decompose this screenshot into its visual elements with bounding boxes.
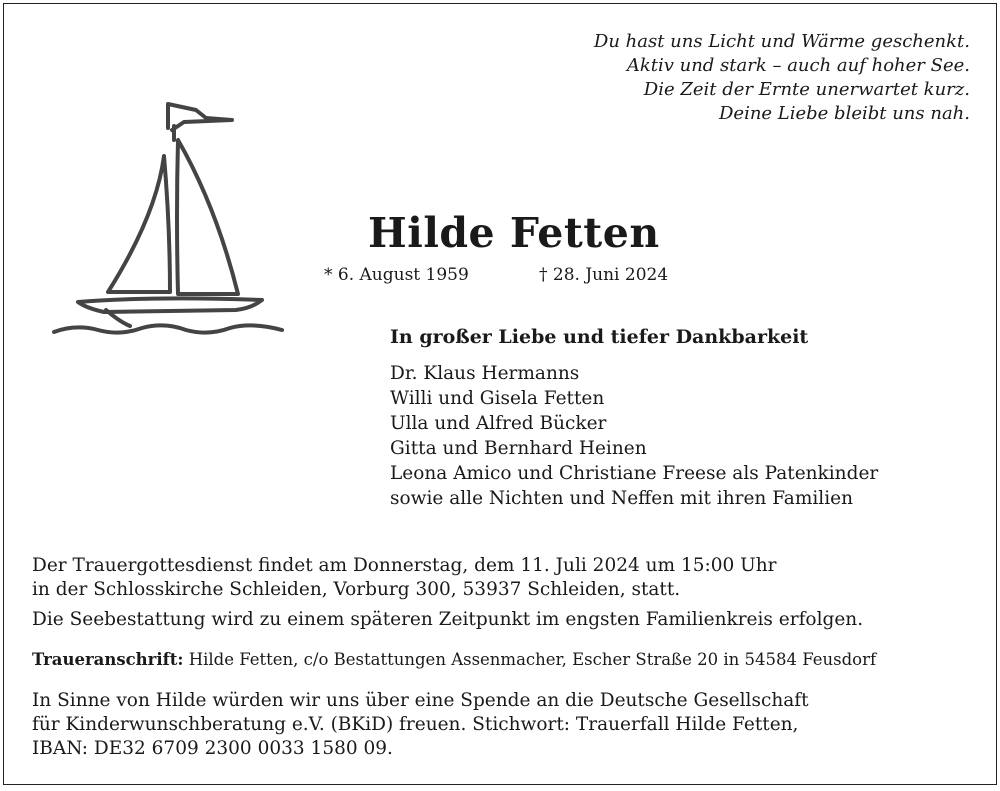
donation-line: In Sinne von Hilde würden wir uns über eine Spende an die Deutsche Gesellschaft: [32, 690, 809, 711]
poem-line: Aktiv und stark – auch auf hoher See.: [626, 55, 970, 76]
funeral-service-info: [32, 554, 777, 602]
mourner-item: sowie alle Nichten und Neffen mit ihren Familien: [390, 488, 853, 509]
service-line: Der Trauergottesdienst findet am Donnerstag, dem 11. Juli 2024 um 15:00 Uhr: [32, 555, 777, 576]
mourning-address: [32, 649, 876, 671]
poem-line: Deine Liebe bleibt uns nah.: [718, 103, 970, 124]
mourner-item: Dr. Klaus Hermanns: [390, 363, 580, 384]
donation-info: [32, 689, 809, 761]
thanks-heading: In großer Liebe und tiefer Dankbarkeit: [390, 326, 809, 348]
sea-burial-info: Die Seebestattung wird zu einem späteren Zeitpunkt im engsten Familienkreis erfolgen.: [32, 609, 864, 630]
mourner-item: Gitta und Bernhard Heinen: [390, 438, 647, 459]
address-label: Traueranschrift:: [32, 650, 184, 669]
address-text: Hilde Fetten, c/o Bestattungen Assenmacher, Escher Straße 20 in 54584 Feusdorf: [188, 650, 877, 669]
obituary-notice: [3, 3, 997, 785]
donation-line: für Kinderwunschberatung e.V. (BKiD) freuen. Stichwort: Trauerfall Hilde Fetten,: [32, 714, 799, 735]
mourner-item: Ulla und Alfred Bücker: [390, 413, 607, 434]
mourner-item: Leona Amico und Christiane Freese als Patenkinder: [390, 463, 879, 484]
poem-line: Die Zeit der Ernte unerwartet kurz.: [643, 79, 970, 100]
death-date: † 28. Juni 2024: [539, 265, 669, 285]
poem: [594, 30, 970, 126]
donation-line: IBAN: DE32 6709 2300 0033 1580 09.: [32, 738, 393, 759]
birth-date: * 6. August 1959: [324, 265, 469, 285]
mourner-item: Willi und Gisela Fetten: [390, 388, 605, 409]
service-line: in der Schlosskirche Schleiden, Vorburg 300, 53937 Schleiden, statt.: [32, 579, 681, 600]
sailboat-icon: [46, 96, 290, 344]
poem-line: Du hast uns Licht und Wärme geschenkt.: [593, 31, 970, 52]
deceased-name: Hilde Fetten: [368, 209, 660, 257]
mourner-list: [390, 361, 878, 511]
